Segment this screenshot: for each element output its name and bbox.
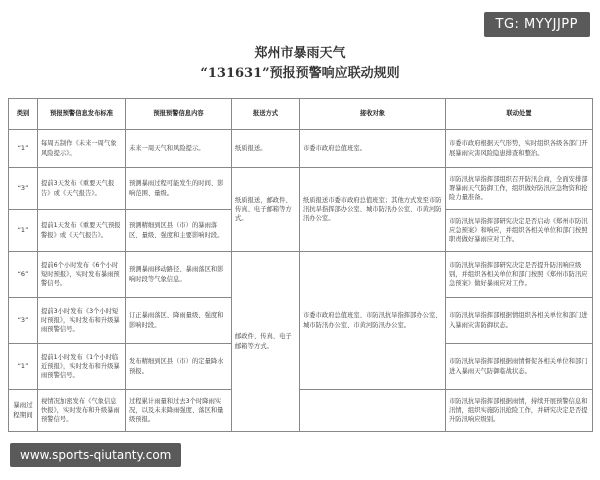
cell-receivers — [300, 390, 446, 432]
cell-content: 发布精细到区县（市）的定量降水预报。 — [126, 344, 232, 390]
cell-category: “1” — [9, 210, 38, 252]
cell-actions: 市委市政府根据天气形势，实时组织各级各部门开展暴雨灾害风险隐患排查和整治。 — [446, 130, 593, 168]
cell-category: “1” — [9, 344, 38, 390]
header-actions: 联动处置 — [446, 99, 593, 130]
cell-actions: 市防汛抗旱指挥部根据雨情，持续开展预警信息和汛情，组织实施防汛抢险工作，并研究决定是否提升防汛响应级别。 — [446, 390, 593, 432]
cell-content: 过程累计雨量和过去3个时降雨实况，以及未来降雨强度、落区和量级预报。 — [126, 390, 232, 432]
header-receivers: 接收对象 — [300, 99, 446, 130]
cell-receivers: 市委市政府总值班室。 — [300, 130, 446, 168]
cell-category: “1” — [9, 130, 38, 168]
cell-actions: 市防汛抗旱指挥部研究决定是否启动《郑州市防汛应急预案》和响应，并组织各相关单位和部门按照职责做好暴雨应对工作。 — [446, 210, 593, 252]
header-category: 类别 — [9, 99, 38, 130]
cell-method: 纸质报送，邮政件、传真、电子邮箱等方式。 — [232, 168, 300, 252]
table-header-row — [9, 99, 593, 130]
cell-actions: 市防汛抗旱指挥部根据雨情督促各相关单位和部门进入暴雨天气防御临战状态。 — [446, 344, 593, 390]
cell-standard: 每周五制作《未来一周气象风险提示》。 — [38, 130, 126, 168]
cell-category: “3” — [9, 298, 38, 344]
header-standard: 预报预警信息发布标准 — [38, 99, 126, 130]
cell-actions: 市防汛抗旱指挥部组织召开防汛会商，全面安排部署暴雨天气防御工作，组织做好防汛应急物资和抢险力量准备。 — [446, 168, 593, 210]
title-line-1: 郑州市暴雨天气 — [254, 46, 346, 61]
cell-standard: 提前1小时发布《1个小时临近预报》，实时发布和升级暴雨预警信号。 — [38, 344, 126, 390]
cell-actions: 市防汛抗旱指挥部研究决定是否提升防汛响应级别，并组织各相关单位和部门按照《郑州市防汛应急预案》做好暴雨应对工作。 — [446, 252, 593, 298]
cell-content: 未来一周天气和风险提示。 — [126, 130, 232, 168]
cell-receivers: 纸质报送市委市政府总值班室；其他方式发至市防汛抗旱指挥部办公室、城市防汛办公室、市黄河防汛办公室。 — [300, 168, 446, 252]
cell-category: “6” — [9, 252, 38, 298]
title-line-2: “131631”预报预警响应联动规则 — [200, 66, 400, 81]
cell-method: 邮政件、传真、电子邮箱等方式。 — [232, 252, 300, 432]
table-row — [9, 130, 593, 168]
cell-method: 纸质报送。 — [232, 130, 300, 168]
cell-standard: 提前3天发布《重要天气报告》或《天气报告》。 — [38, 168, 126, 210]
cell-category: 暴雨过程期间 — [9, 390, 38, 432]
cell-standard: 提前6个小时发布《6个小时短时预报》，实时发布暴雨预警信号。 — [38, 252, 126, 298]
cell-category: “3” — [9, 168, 38, 210]
table-row — [9, 168, 593, 210]
header-content: 预报预警信息内容 — [126, 99, 232, 130]
cell-content: 订正暴雨落区、降雨量级、强度和影响时段。 — [126, 298, 232, 344]
header-method: 报送方式 — [232, 99, 300, 130]
cell-actions: 市防汛抗旱指挥部根据情组织各相关单位和部门进入暴雨灾害防御状态。 — [446, 298, 593, 344]
cell-standard: 提前1天发布《重要天气预报警报》或《天气报告》。 — [38, 210, 126, 252]
cell-standard: 视情况加密发布《气象信息快报》，实时发布和升级暴雨预警信号。 — [38, 390, 126, 432]
cell-receivers: 市委市政府总值班室、市防汛抗旱指挥部办公室、城市防汛办公室、市黄河防汛办公室。 — [300, 252, 446, 390]
cell-content: 预测精细到区县（市）的暴雨落区、量级、强度和主要影响时段。 — [126, 210, 232, 252]
table-row — [9, 390, 593, 432]
cell-content: 预测暴雨移动路径、暴雨落区和影响时段等气象信息。 — [126, 252, 232, 298]
cell-content: 预测暴雨过程可能发生的时间、影响范围、量级。 — [126, 168, 232, 210]
cell-standard: 提前3小时发布《3个小时短时预报》，实时发布和升级暴雨预警信号。 — [38, 298, 126, 344]
table-row — [9, 252, 593, 298]
watermark-badge: TG: MYYJJPP — [484, 12, 590, 37]
page-title — [0, 44, 600, 84]
watermark-url: www.sports-qiutanty.com — [10, 443, 181, 467]
response-rules-table — [8, 98, 593, 432]
